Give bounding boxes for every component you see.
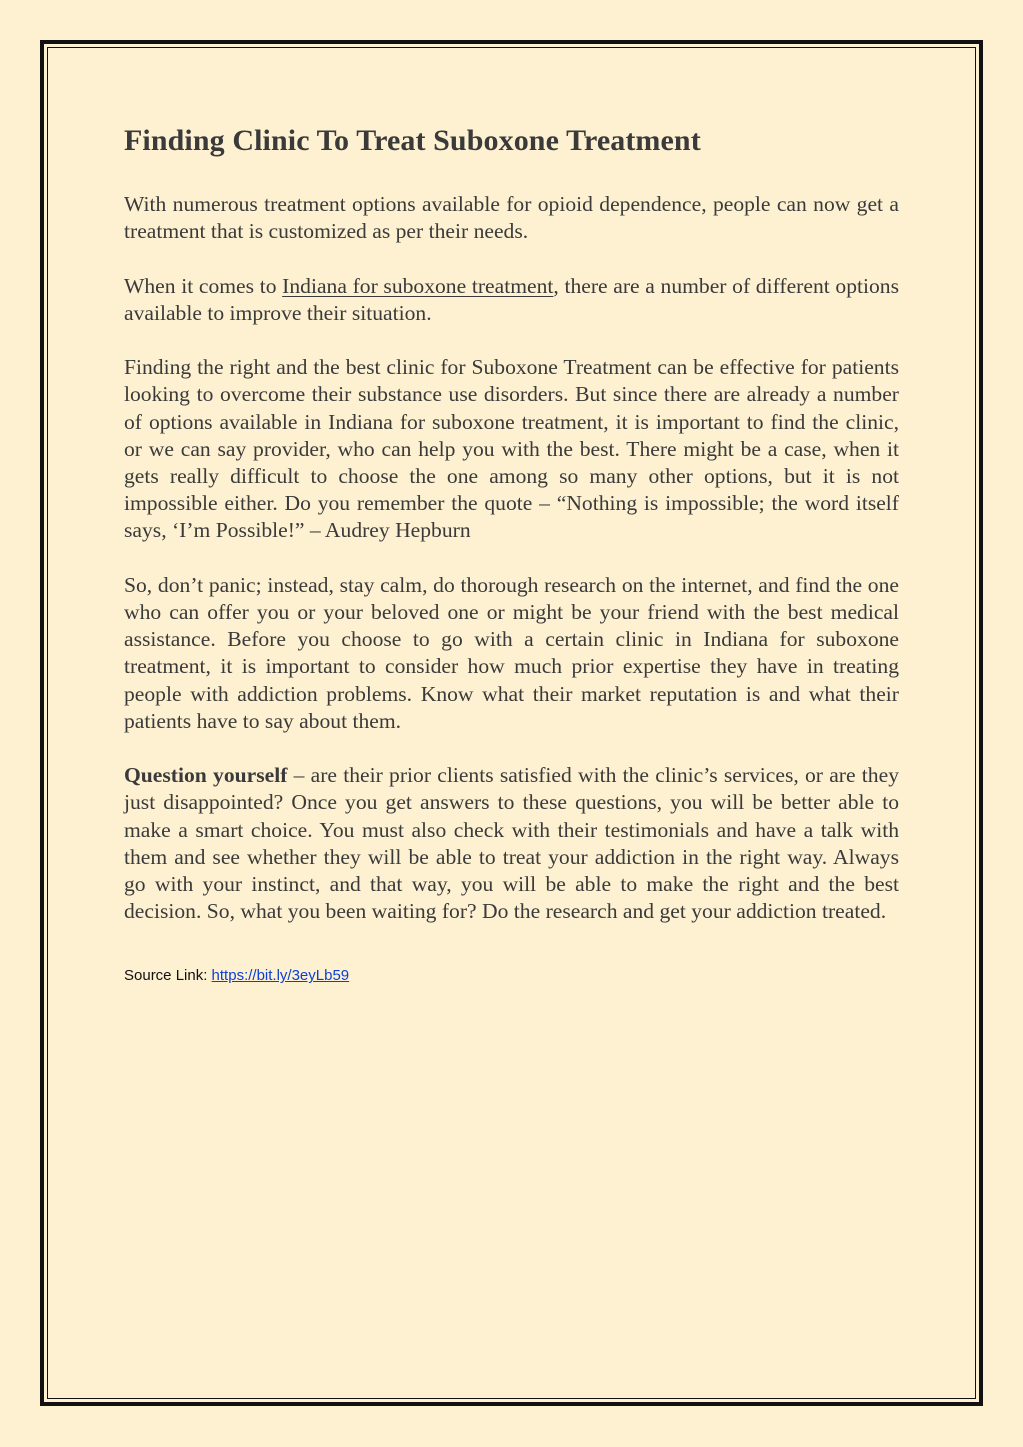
paragraph-indiana-options — [124, 273, 899, 327]
paragraph-question-yourself — [124, 762, 899, 925]
document-body — [124, 118, 899, 986]
paragraph-finding-clinic: Finding the right and the best clinic for Suboxone Treatment can be effective for patients looking to overcome their substance use disorders. But since there are already a number of options available in Indiana for suboxone treatment, it is important to find the clinic, or we can say provider, who can help you with the best. There might be a case, when it gets really difficult to choose the one among so many other options, but it is not impossible either. Do you remember the quote – “Nothing is impossible; the word itself says, ‘I’m Possible!” – Audrey Hepburn — [124, 355, 899, 543]
paragraph-research: So, don’t panic; instead, stay calm, do thorough research on the internet, and find the one who can offer you or your beloved one or might be your friend with the best medical assistance. Before you choose to go with a certain clinic in Indiana for suboxone treatment, it is important to consider how much prior expertise they have in treating people with addiction problems. Know what their market reputation is and what their patients have to say about them. — [124, 572, 899, 733]
paragraph-text: When it comes to — [124, 273, 283, 298]
paragraph-text: , there are a number of different options available to improve their situation. — [124, 273, 899, 325]
paragraph-intro: With numerous treatment options available for opioid dependence, people can now get a treatment that is customized as per their needs. — [124, 192, 899, 244]
document-title: Finding Clinic To Treat Suboxone Treatment — [124, 124, 701, 157]
source-link[interactable]: https://bit.ly/3eyLb59 — [211, 967, 350, 985]
source-line — [124, 966, 899, 986]
paragraph-text: – are their prior clients satisfied with the clinic’s services, or are they just disappointed? Once you get answers to these questions, you will be better able to make a smart choice. You must also check with their testimonials and have a talk with them and see whether they will be able to treat your addiction in the right way. Always go with your instinct, and that way, you will be able to make the right and the best decision. So, what you been waiting for? Do the research and get your addiction treated. — [124, 763, 899, 924]
source-label: Source Link: — [124, 967, 212, 985]
question-yourself-lead: Question yourself — [124, 763, 288, 788]
indiana-suboxone-link[interactable]: Indiana for suboxone treatment — [282, 273, 554, 298]
